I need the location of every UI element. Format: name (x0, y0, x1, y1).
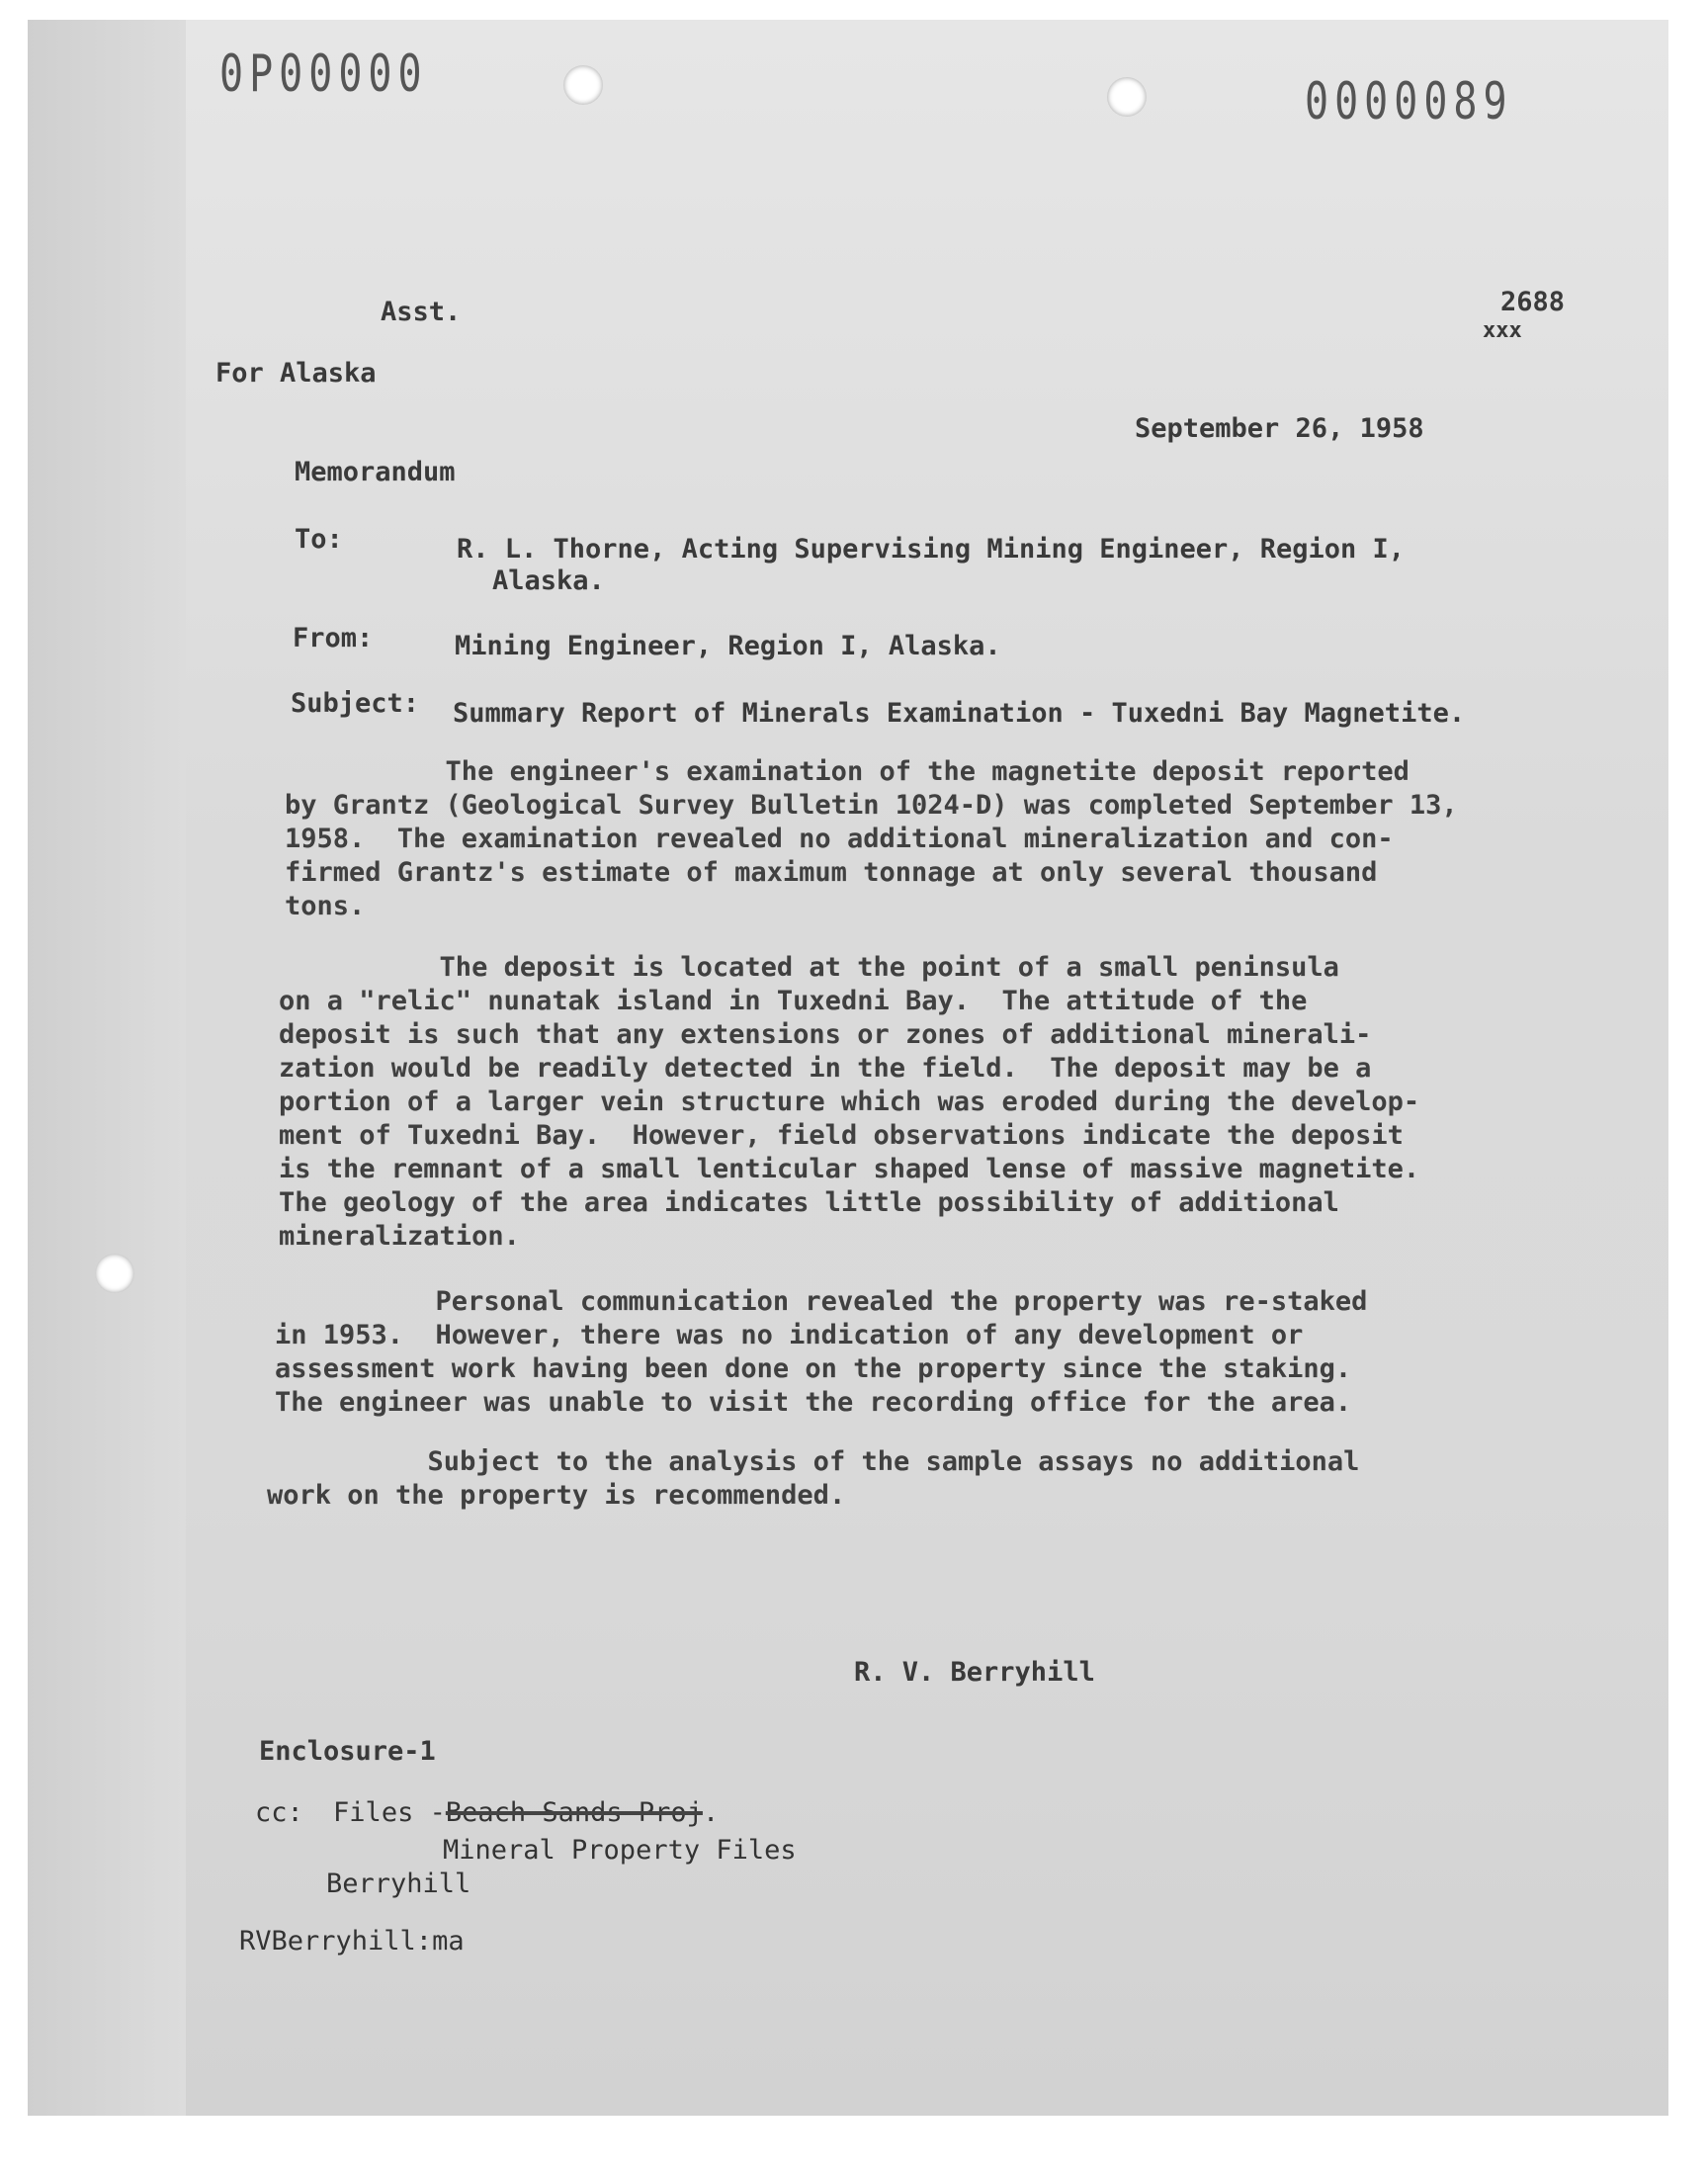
paragraph-2: The deposit is located at the point of a small peninsula on a "relic" nunatak island in Tuxedni Bay. The attitude of the deposit is such that any extensions or zones of additional minerali- zation would be readily detected in the field. The deposit may be a portion of a larger vein structure which was eroded during the develop- ment of Tuxedni Bay. However, field observations indicate the deposit is the remnant of a small lenticular shaped lense of massive magnetite. The geology of the area indicates little possibility of additional mineralization. (279, 952, 1420, 1252)
to-line1: R. L. Thorne, Acting Supervising Mining Engineer, Region I, (457, 534, 1406, 565)
for-alaska-label: For Alaska (215, 358, 377, 389)
cc-label: cc: (255, 1797, 303, 1828)
cc-line1 (255, 1797, 719, 1828)
punch-hole-top-left (563, 65, 603, 105)
signature: R. V. Berryhill (854, 1657, 1095, 1688)
enclosure-label: Enclosure-1 (259, 1736, 436, 1767)
corner-code: 2688 (1500, 287, 1566, 317)
memo-date: September 26, 1958 (1135, 413, 1424, 444)
corner-xxx: xxx (1483, 318, 1522, 343)
paragraph-3: Personal communication revealed the property was re-staked in 1953. However, there was no indication of any development or assessment work having been done on the property since the staking. The engineer was unable to visit the recording office for the area. (275, 1286, 1368, 1418)
subject-label: Subject: (291, 688, 420, 719)
paragraph-4: Subject to the analysis of the sample assays no additional work on the property is recommended. (267, 1446, 1360, 1511)
to-line2: Alaska. (492, 566, 605, 596)
cc-struck-entry: Beach Sands Proj (445, 1797, 703, 1828)
to-label: To: (295, 524, 343, 555)
paragraph-1: The engineer's examination of the magnetite deposit reported by Grantz (Geological Survey Bulletin 1024-D) was completed September 13, 1958. The examination revealed no additional mineralization and con- firmed Grantz's estimate of maximum tonnage at only several thousand tons. (285, 756, 1458, 921)
punch-hole-left (95, 1254, 134, 1293)
memorandum-heading: Memorandum (295, 457, 456, 487)
typist-initials: RVBerryhill:ma (239, 1926, 465, 1957)
subject-value: Summary Report of Minerals Examination - Tuxedni Bay Magnetite. (453, 698, 1466, 729)
cc-line2: Mineral Property Files (443, 1835, 797, 1866)
from-label: From: (293, 623, 374, 653)
punch-hole-top-right (1107, 77, 1147, 117)
from-value: Mining Engineer, Region I, Alaska. (455, 631, 1001, 661)
cc-files-prefix: Files - (333, 1797, 446, 1828)
asst-label: Asst. (381, 297, 462, 327)
stamp-right: 0000089 (1305, 72, 1513, 131)
page-edge-shadow (28, 20, 186, 2116)
stamp-left: 0P00000 (219, 44, 428, 104)
cc-suffix: . (702, 1797, 720, 1828)
cc-line3: Berryhill (326, 1869, 471, 1899)
